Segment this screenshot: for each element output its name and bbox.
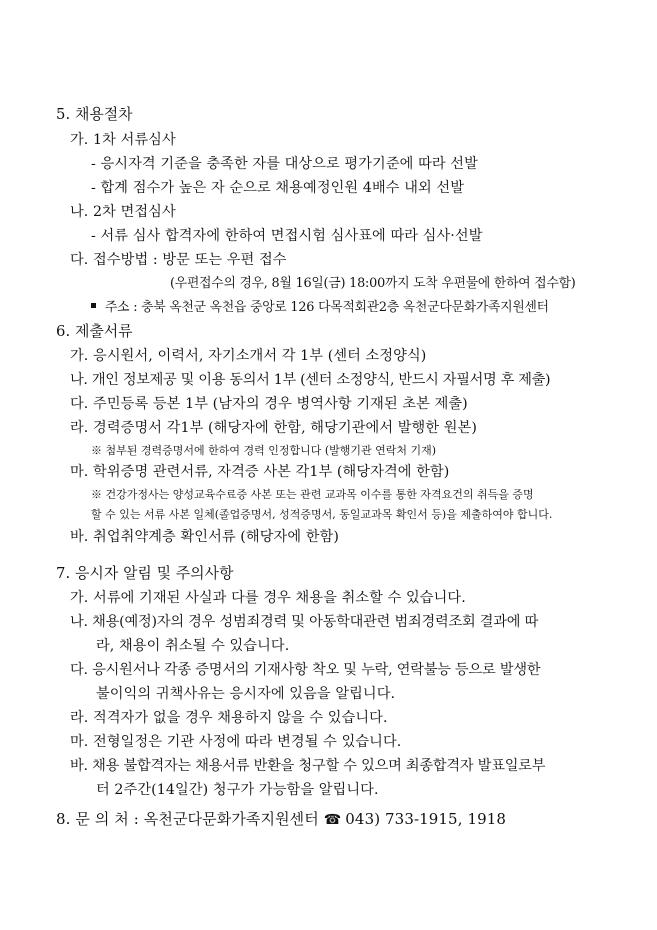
section-7-item-c-line-1: 다. 응시원서나 각종 증명서의 기재사항 착오 및 누락, 연락불능 등으로 발생한	[70, 662, 541, 678]
section-7-item-f-line-2: 터 2주간(14일간) 청구가 가능함을 알립니다.	[96, 782, 379, 798]
section-5-title: 5. 채용절차	[56, 106, 133, 123]
contact-label: 8. 문 의 처 : 옥천군다문화가족지원센터	[56, 810, 319, 828]
section-5-address	[91, 299, 549, 317]
contact-phone: 043) 733-1915, 1918	[345, 810, 507, 828]
section-5-item-a-line-2: - 합계 점수가 높은 자 순으로 채용예정인원 4배수 내외 선발	[91, 180, 465, 196]
section-6-item-b: 나. 개인 정보제공 및 이용 동의서 1부 (센터 소정양식, 반드시 자필서명 후 제출)	[70, 372, 551, 388]
section-6-item-e-note-2: 할 수 있는 서류 사본 일체(졸업증명서, 성적증명서, 동일교과목 확인서 등)을 제출하여야 합니다.	[91, 508, 553, 521]
section-7-item-b-line-2: 라, 채용이 취소될 수 있습니다.	[96, 638, 290, 654]
section-5-address-text: 주소 : 충북 옥천군 옥천읍 중앙로 126 다목적회관2층 옥천군다문화가족지원센터	[105, 300, 549, 315]
section-5-item-b-line-1: - 서류 심사 합격자에 한하여 면접시험 심사표에 따라 심사·선발	[91, 228, 483, 244]
section-8-contact	[56, 810, 506, 829]
section-5-item-c: 다. 접수방법 : 방문 또는 우편 접수	[70, 252, 287, 268]
square-bullet-icon	[91, 303, 96, 308]
section-6-item-c: 다. 주민등록 등본 1부 (남자의 경우 병역사항 기재된 초본 제출)	[70, 396, 468, 412]
section-7-item-b-line-1: 나. 채용(예정)자의 경우 성범죄경력 및 아동학대관련 범죄경력조회 결과에 따	[70, 614, 539, 630]
section-6-item-e: 마. 학위증명 관련서류, 자격증 사본 각1부 (해당자격에 한함)	[70, 464, 450, 480]
section-6-title: 6. 제출서류	[56, 323, 133, 340]
section-6-item-e-note-1: ※ 건강가정사는 양성교육수료증 사본 또는 관련 교과목 이수를 통한 자격요건의 취득을 증명	[91, 488, 534, 501]
section-7-item-a: 가. 서류에 기재된 사실과 다를 경우 채용을 취소할 수 있습니다.	[70, 590, 466, 606]
section-7-item-c-line-2: 불이익의 귀책사유는 응시자에 있음을 알립니다.	[96, 686, 396, 702]
section-7-item-f-line-1: 바. 채용 불합격자는 채용서류 반환을 청구할 수 있으며 최종합격자 발표일로부	[70, 758, 546, 774]
section-6-item-d-note: ※ 첨부된 경력증명서에 한하여 경력 인정합니다 (발행기관 연락처 기재)	[91, 444, 437, 457]
section-7-item-d: 라. 적격자가 없을 경우 채용하지 않을 수 있습니다.	[70, 710, 388, 726]
section-5-item-a-line-1: - 응시자격 기준을 충족한 자를 대상으로 평가기준에 따라 선발	[91, 156, 478, 172]
section-6-item-a: 가. 응시원서, 이력서, 자기소개서 각 1부 (센터 소정양식)	[70, 348, 427, 364]
section-6-item-f: 바. 취업취약계층 확인서류 (해당자에 한함)	[70, 529, 340, 545]
telephone-icon: ☎	[323, 812, 342, 828]
section-5-mail-note: (우편접수의 경우, 8월 16일(금) 18:00까지 도착 우편물에 한하여 접수함)	[170, 276, 576, 291]
section-6-item-d: 라. 경력증명서 각1부 (해당자에 한함, 해당기관에서 발행한 원본)	[70, 420, 478, 436]
section-5-item-a: 가. 1차 서류심사	[70, 132, 176, 148]
section-7-item-e: 마. 전형일정은 기관 사정에 따라 변경될 수 있습니다.	[70, 734, 402, 750]
section-7-title: 7. 응시자 알림 및 주의사항	[56, 565, 234, 582]
section-5-item-b: 나. 2차 면접심사	[70, 204, 176, 220]
